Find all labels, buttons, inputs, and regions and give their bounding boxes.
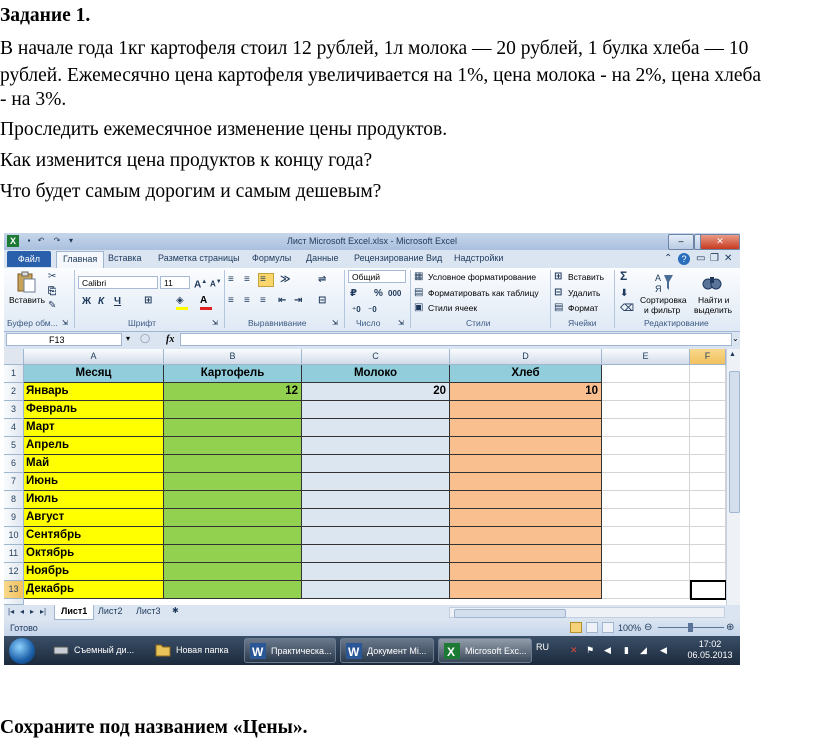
task-text-line-2: рублей. Ежемесячно цена картофеля увеличивается на 1%, цена молока - на 2%, цена хлеба <box>0 65 762 86</box>
fill-icon[interactable]: ⬇ <box>620 288 629 299</box>
empty-cell-e[interactable] <box>602 437 690 455</box>
taskbar-clock[interactable] <box>684 639 736 661</box>
tab-page-layout[interactable]: Разметка страницы <box>158 253 240 263</box>
align-bottom-icon[interactable]: ≡ <box>260 274 266 285</box>
tab-formulas[interactable]: Формулы <box>252 253 292 263</box>
empty-cell-f[interactable] <box>690 473 726 491</box>
font-color-icon[interactable]: A <box>200 295 208 306</box>
underline-button[interactable]: Ч <box>114 296 122 307</box>
ribbon-tabs <box>4 250 740 268</box>
borders-icon[interactable]: ⊞ <box>144 295 153 306</box>
row-header[interactable]: 8 <box>4 491 24 509</box>
row-header[interactable]: 10 <box>4 527 24 545</box>
page-break-view-icon[interactable] <box>602 622 614 633</box>
language-indicator[interactable]: RU <box>536 642 549 652</box>
window-title: Лист Microsoft Excel.xlsx - Microsoft Excel <box>286 236 458 246</box>
format-as-table-button[interactable]: Форматировать как таблицу <box>428 288 539 298</box>
shrink-font-icon[interactable]: A▼ <box>210 279 222 289</box>
font-name-dropdown[interactable]: Calibri <box>78 276 158 289</box>
empty-cell-f[interactable] <box>690 527 726 545</box>
increase-indent-icon[interactable]: ⇥ <box>294 295 303 306</box>
question-most-expensive: Что будет самым дорогим и самым дешевым? <box>0 181 382 202</box>
question-year-end: Как изменится цена продуктов к концу года? <box>0 150 373 171</box>
grow-font-icon[interactable]: A▲ <box>194 279 208 291</box>
row-header[interactable]: 3 <box>4 401 24 419</box>
orientation-icon[interactable]: ≫ <box>280 274 291 285</box>
format-painter-icon[interactable]: ✎ <box>48 300 57 311</box>
minimize-ribbon-icon[interactable]: ⌃ <box>664 253 673 264</box>
row-header[interactable]: 12 <box>4 563 24 581</box>
bread-price-cell[interactable] <box>450 545 602 563</box>
sort-filter-label-1[interactable]: Сортировка <box>640 295 687 305</box>
format-cells-icon[interactable]: ▤ <box>554 302 564 313</box>
help-icon[interactable]: ? <box>678 253 690 265</box>
fill-color-icon[interactable]: ◈ <box>176 295 184 306</box>
month-cell[interactable]: Март <box>24 419 164 437</box>
alignment-group-label: Выравнивание <box>248 318 307 328</box>
decrease-indent-icon[interactable]: ⇤ <box>278 295 287 306</box>
signal-icon[interactable]: ◢ <box>640 645 647 655</box>
svg-text:Я: Я <box>655 284 662 294</box>
empty-cell-f[interactable] <box>690 563 726 581</box>
start-button[interactable] <box>9 638 35 664</box>
select-all-corner[interactable] <box>4 349 24 365</box>
ribbon-home <box>4 268 740 332</box>
sheet-tab-2[interactable]: Лист2 <box>98 606 123 616</box>
scroll-up-icon[interactable]: ▲ <box>729 351 736 358</box>
save-icon[interactable]: ▪ <box>27 236 31 245</box>
windows-taskbar <box>4 636 740 665</box>
row-header[interactable]: 9 <box>4 509 24 527</box>
zoom-in-icon[interactable]: ⊕ <box>726 622 735 633</box>
insert-cells-icon[interactable]: ⊞ <box>554 271 563 282</box>
excel-window <box>4 233 740 665</box>
delete-cells-button[interactable]: Удалить <box>568 288 601 298</box>
sort-filter-label-2[interactable]: и фильтр <box>644 305 681 315</box>
potato-price-cell[interactable] <box>164 401 302 419</box>
number-group-label: Число <box>356 318 381 328</box>
potato-price-cell[interactable] <box>164 491 302 509</box>
taskbar-word-document[interactable]: W Документ Mi... <box>340 638 434 663</box>
redo-icon[interactable]: ↷ <box>53 236 61 245</box>
formula-input[interactable] <box>180 333 732 346</box>
empty-cell-e[interactable] <box>602 401 690 419</box>
cancel-formula-icon[interactable]: ◯ <box>140 333 151 343</box>
name-box-dropdown-icon[interactable]: ▾ <box>126 334 131 343</box>
align-center-icon[interactable]: ≡ <box>244 295 250 306</box>
bread-price-cell[interactable] <box>450 419 602 437</box>
month-cell[interactable]: Сентябрь <box>24 527 164 545</box>
column-header-c[interactable]: C <box>302 349 450 365</box>
doc-minimize-icon[interactable]: ▭ <box>696 253 706 264</box>
styles-group-label: Стили <box>466 318 491 328</box>
empty-cell-e[interactable] <box>602 455 690 473</box>
empty-cell-f[interactable] <box>690 437 726 455</box>
tab-insert[interactable]: Вставка <box>108 253 142 263</box>
header-cell-bread[interactable]: Хлеб <box>450 365 602 383</box>
header-cell-potato[interactable]: Картофель <box>164 365 302 383</box>
excel-app-icon[interactable]: X <box>7 235 19 247</box>
autosum-button[interactable]: Σ <box>620 269 628 283</box>
wrap-text-icon[interactable]: ⇌ <box>318 274 327 285</box>
clipboard-group-label: Буфер обм... <box>7 318 58 328</box>
cells-group-label: Ячейки <box>568 318 597 328</box>
merge-center-icon[interactable]: ⊟ <box>318 295 327 306</box>
horizontal-scroll-thumb[interactable] <box>454 609 566 618</box>
sheet-tab-bar <box>4 605 740 620</box>
empty-cell-f[interactable] <box>690 383 726 401</box>
row-header[interactable]: 6 <box>4 455 24 473</box>
decrease-decimal-icon[interactable]: ⁻0 <box>368 305 377 314</box>
cut-icon[interactable]: ✂ <box>48 271 57 282</box>
find-select-icon[interactable] <box>702 272 722 292</box>
empty-cell-e[interactable] <box>602 365 690 383</box>
svg-text:W: W <box>348 645 360 659</box>
task-text-line-1: В начале года 1кг картофеля стоил 12 рублей, 1л молока — 20 рублей, 1 булка хлеба — 10 <box>0 38 749 59</box>
zoom-slider-thumb[interactable] <box>688 623 693 632</box>
row-header[interactable]: 5 <box>4 437 24 455</box>
active-cell-selection[interactable] <box>690 580 727 600</box>
taskbar-excel[interactable]: X Microsoft Exc... <box>438 638 532 663</box>
potato-price-cell[interactable] <box>164 563 302 581</box>
empty-cell-e[interactable] <box>602 473 690 491</box>
format-cells-button[interactable]: Формат <box>568 303 599 313</box>
svg-text:W: W <box>252 645 264 659</box>
milk-price-cell[interactable] <box>302 455 450 473</box>
usb-drive-icon <box>52 641 70 659</box>
month-cell[interactable]: Январь <box>24 383 164 401</box>
row-header[interactable]: 7 <box>4 473 24 491</box>
editing-group-label: Редактирование <box>644 318 709 328</box>
expand-formula-icon[interactable]: ⌄ <box>732 334 739 343</box>
svg-text:A: A <box>655 273 662 283</box>
milk-price-cell[interactable] <box>302 527 450 545</box>
header-cell-milk[interactable]: Молоко <box>302 365 450 383</box>
customize-qat-icon[interactable]: ▾ <box>68 236 73 245</box>
folder-icon <box>154 641 172 659</box>
undo-icon[interactable]: ↶ <box>37 236 45 245</box>
column-header-b[interactable]: B <box>164 349 302 365</box>
zoom-level[interactable]: 100% <box>618 623 642 633</box>
potato-price-cell[interactable] <box>164 437 302 455</box>
clipboard-launcher-icon[interactable]: ⇲ <box>62 320 68 327</box>
align-left-icon[interactable]: ≡ <box>228 295 234 306</box>
format-table-icon[interactable]: ▤ <box>414 287 424 298</box>
empty-cell-f[interactable] <box>690 455 726 473</box>
bold-button[interactable]: Ж <box>82 296 92 307</box>
task-heading: Задание 1. <box>0 5 91 26</box>
battery-icon[interactable]: ▮ <box>624 645 629 655</box>
row-header[interactable]: 11 <box>4 545 24 563</box>
horizontal-scrollbar[interactable] <box>449 607 725 618</box>
paste-icon[interactable] <box>16 271 36 293</box>
paste-button[interactable]: Вставить <box>9 295 46 305</box>
bread-price-cell[interactable] <box>450 581 602 599</box>
zoom-out-icon[interactable]: ⊖ <box>644 622 653 633</box>
potato-price-cell[interactable] <box>164 545 302 563</box>
empty-cell-e[interactable] <box>602 527 690 545</box>
empty-cell-e[interactable] <box>602 581 690 599</box>
milk-price-cell[interactable] <box>302 491 450 509</box>
month-cell[interactable]: Декабрь <box>24 581 164 599</box>
empty-cell-f[interactable] <box>690 491 726 509</box>
next-sheet-icon[interactable]: ▸ <box>30 607 35 616</box>
clock-date: 06.05.2013 <box>687 650 733 660</box>
align-middle-icon[interactable]: ≡ <box>244 274 250 285</box>
month-cell[interactable]: Июнь <box>24 473 164 491</box>
first-sheet-icon[interactable]: |◂ <box>8 607 15 616</box>
conditional-format-button[interactable]: Условное форматирование <box>428 272 537 282</box>
empty-cell-f[interactable] <box>690 509 726 527</box>
milk-price-cell[interactable] <box>302 419 450 437</box>
tab-addins[interactable]: Надстройки <box>454 253 504 263</box>
tab-home[interactable]: Главная <box>56 251 104 268</box>
column-header-a[interactable]: A <box>24 349 164 365</box>
doc-restore-icon[interactable]: ❐ <box>710 253 719 264</box>
align-top-icon[interactable]: ≡ <box>228 274 234 285</box>
find-select-label-1[interactable]: Найти и <box>698 295 730 305</box>
network-error-icon[interactable]: ✕ <box>570 645 578 655</box>
cell-styles-icon[interactable]: ▣ <box>414 302 424 313</box>
empty-cell-f[interactable] <box>690 401 726 419</box>
row-header[interactable]: 4 <box>4 419 24 437</box>
bread-price-cell[interactable] <box>450 401 602 419</box>
empty-cell-e[interactable] <box>602 491 690 509</box>
taskbar-new-folder[interactable]: Новая папка <box>150 638 240 663</box>
milk-price-cell[interactable] <box>302 545 450 563</box>
insert-cells-button[interactable]: Вставить <box>568 272 605 282</box>
volume-icon[interactable]: ◀ <box>660 645 667 655</box>
potato-price-cell[interactable]: 12 <box>164 383 302 401</box>
save-instruction: Сохраните под названием «Цены». <box>0 717 308 738</box>
tab-view[interactable]: Вид <box>426 253 443 263</box>
status-text: Готово <box>10 623 38 633</box>
month-cell[interactable]: Февраль <box>24 401 164 419</box>
percent-button[interactable]: % <box>374 288 383 299</box>
status-bar <box>4 620 740 636</box>
vertical-scrollbar[interactable] <box>726 349 740 605</box>
word-icon <box>345 642 363 660</box>
milk-price-cell[interactable]: 20 <box>302 383 450 401</box>
conditional-format-icon[interactable]: ▦ <box>414 271 424 282</box>
word-icon <box>249 642 267 660</box>
find-select-label-2[interactable]: выделить <box>694 305 733 315</box>
row-header[interactable]: 2 <box>4 383 24 401</box>
empty-cell-e[interactable] <box>602 419 690 437</box>
column-header-e[interactable]: E <box>602 349 690 365</box>
column-header-d[interactable]: D <box>450 349 602 365</box>
empty-cell-e[interactable] <box>602 545 690 563</box>
instruction-track-prices: Проследить ежемесячное изменение цены продуктов. <box>0 119 448 140</box>
alignment-launcher-icon[interactable]: ⇲ <box>332 320 338 327</box>
increase-decimal-icon[interactable]: ⁺0 <box>352 305 361 314</box>
font-size-dropdown[interactable]: 11 <box>160 276 190 289</box>
speaker-icon[interactable]: ◀ <box>604 645 611 655</box>
row-header[interactable]: 13 <box>4 581 24 599</box>
normal-view-icon[interactable] <box>570 622 582 633</box>
currency-icon[interactable]: ₽ <box>350 288 357 299</box>
number-launcher-icon[interactable]: ⇲ <box>398 320 404 327</box>
tab-review[interactable]: Рецензирование <box>354 253 424 263</box>
excel-icon <box>443 642 461 660</box>
potato-price-cell[interactable] <box>164 455 302 473</box>
empty-cell-e[interactable] <box>602 383 690 401</box>
potato-price-cell[interactable] <box>164 419 302 437</box>
empty-cell-e[interactable] <box>602 509 690 527</box>
number-format-dropdown[interactable]: Общий <box>348 270 406 283</box>
clock-time: 17:02 <box>698 639 722 649</box>
bread-price-cell[interactable] <box>450 455 602 473</box>
page-layout-view-icon[interactable] <box>586 622 598 633</box>
last-sheet-icon[interactable]: ▸| <box>40 607 47 616</box>
milk-price-cell[interactable] <box>302 509 450 527</box>
month-cell[interactable]: Апрель <box>24 437 164 455</box>
copy-icon[interactable]: ⎘ <box>48 286 56 297</box>
worksheet-grid <box>4 349 740 605</box>
empty-cell-e[interactable] <box>602 563 690 581</box>
month-cell[interactable]: Июль <box>24 491 164 509</box>
bread-price-cell[interactable] <box>450 473 602 491</box>
font-launcher-icon[interactable]: ⇲ <box>212 320 218 327</box>
taskbar-word-practical[interactable]: W Практическа... <box>244 638 336 663</box>
italic-button[interactable]: К <box>98 296 105 307</box>
milk-price-cell[interactable] <box>302 581 450 599</box>
flag-icon[interactable]: ⚑ <box>586 645 595 655</box>
comma-style-button[interactable]: 000 <box>388 289 402 298</box>
month-cell[interactable]: Октябрь <box>24 545 164 563</box>
month-cell[interactable]: Май <box>24 455 164 473</box>
milk-price-cell[interactable] <box>302 401 450 419</box>
clear-icon[interactable]: ⌫ <box>620 303 635 314</box>
empty-cell-f[interactable] <box>690 545 726 563</box>
milk-price-cell[interactable] <box>302 437 450 455</box>
milk-price-cell[interactable] <box>302 473 450 491</box>
tab-data[interactable]: Данные <box>306 253 339 263</box>
name-box[interactable]: F13 <box>6 333 122 346</box>
bread-price-cell[interactable] <box>450 509 602 527</box>
insert-sheet-icon[interactable]: ✱ <box>172 606 179 615</box>
bread-price-cell[interactable]: 10 <box>450 383 602 401</box>
bread-price-cell[interactable] <box>450 527 602 545</box>
cell-styles-button[interactable]: Стили ячеек <box>428 303 478 313</box>
sheet-tab-1[interactable]: Лист1 <box>54 605 94 620</box>
task-text-line-3: - на 3%. <box>0 89 67 110</box>
bread-price-cell[interactable] <box>450 491 602 509</box>
potato-price-cell[interactable] <box>164 509 302 527</box>
row-header[interactable]: 1 <box>4 365 24 383</box>
tab-file[interactable]: Файл <box>7 251 51 267</box>
prev-sheet-icon[interactable]: ◂ <box>20 607 25 616</box>
milk-price-cell[interactable] <box>302 563 450 581</box>
title-bar <box>4 233 740 250</box>
taskbar-removable-drive[interactable]: Съемный ди... <box>48 638 148 663</box>
potato-price-cell[interactable] <box>164 581 302 599</box>
bread-price-cell[interactable] <box>450 437 602 455</box>
potato-price-cell[interactable] <box>164 473 302 491</box>
column-header-f[interactable]: F <box>690 349 726 365</box>
insert-function-button[interactable]: fx <box>166 334 175 345</box>
minimize-button[interactable]: – <box>668 234 694 250</box>
close-button[interactable]: ✕ <box>700 234 740 250</box>
font-group-label: Шрифт <box>128 318 156 328</box>
sheet-tab-3[interactable]: Лист3 <box>136 606 161 616</box>
delete-cells-icon[interactable]: ⊟ <box>554 287 563 298</box>
sort-filter-icon[interactable] <box>654 272 674 294</box>
header-cell-month[interactable]: Месяц <box>24 365 164 383</box>
align-right-icon[interactable]: ≡ <box>260 295 266 306</box>
month-cell[interactable]: Август <box>24 509 164 527</box>
formula-bar <box>4 332 740 348</box>
svg-text:X: X <box>447 645 456 659</box>
vertical-scroll-thumb[interactable] <box>729 371 740 513</box>
potato-price-cell[interactable] <box>164 527 302 545</box>
empty-cell-f[interactable] <box>690 365 726 383</box>
empty-cell-f[interactable] <box>690 419 726 437</box>
month-cell[interactable]: Ноябрь <box>24 563 164 581</box>
bread-price-cell[interactable] <box>450 563 602 581</box>
doc-close-icon[interactable]: ✕ <box>724 253 733 264</box>
